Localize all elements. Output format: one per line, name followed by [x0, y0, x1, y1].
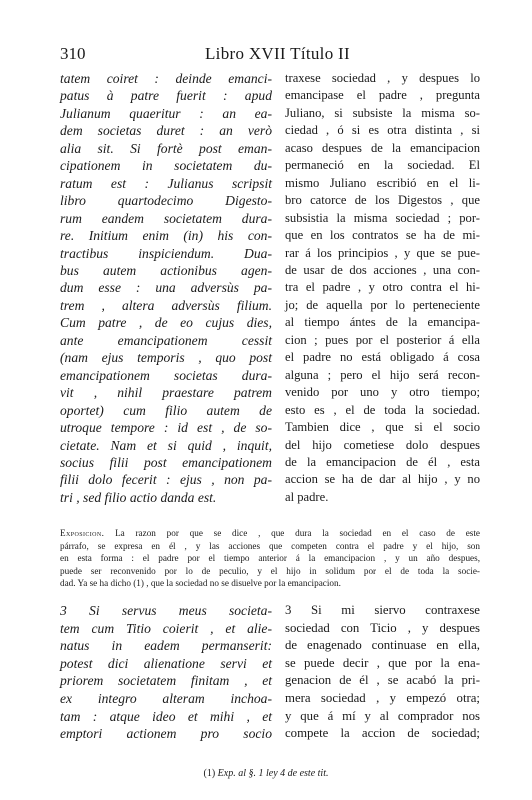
text-line: jo; de aquella por lo perteneciente [285, 297, 480, 312]
text-line: se puede decir , que por la ena- [285, 655, 480, 670]
text-line: emancipationem societas dura- [60, 367, 272, 383]
exposition-lead: Exposicion. [60, 528, 105, 538]
text-line: acaso despues de la emancipacion [285, 140, 480, 155]
text-line: ante emancipationem cessit [60, 332, 272, 348]
spanish-text-column-top [285, 70, 480, 506]
text-line: alia sit. Si fortè post eman- [60, 140, 272, 156]
text-line: alguna ; pero el hijo será recon- [285, 367, 480, 382]
text-line: cietate. Nam et si quid , inquit, [60, 437, 272, 453]
text-line: potest dici alienatione servi et [60, 655, 272, 671]
text-line: Julianum quaeritur : an ea- [60, 105, 272, 121]
footnote [0, 768, 532, 779]
text-line: re. Initium enim (in) his con- [60, 228, 272, 244]
exposition-line: dad. Ya se ha dicho (1) , que la sociedad no se disuelve por la emancipacion. [60, 578, 341, 589]
exposition-note [60, 527, 480, 590]
text-line: emptori actionem pro socio [60, 726, 272, 742]
text-line: libro quartodecimo Digesto- [60, 193, 272, 209]
text-line: sociedad con Ticio , y despues [285, 620, 480, 635]
text-line: dum esse : una adversùs pa- [60, 280, 272, 296]
text-line: 3 Si servus meus societa- [60, 603, 272, 618]
text-line: del hijo cometiese dolo despues [285, 437, 480, 452]
text-line: de la emancipacion de él , esta [285, 454, 480, 469]
text-line: rar á los principios , y que se pue- [285, 245, 480, 260]
text-line: al padre. [285, 489, 329, 504]
text-line: tra el padre , y otro contra el hi- [285, 280, 480, 295]
text-line: venido por uno y otro tiempo; [285, 385, 480, 400]
text-line: utroque tempore : id est , de so- [60, 420, 272, 436]
page-number: 310 [60, 44, 86, 63]
text-line: priorem societatem finitam , et [60, 673, 272, 689]
text-line: emancipase el padre , pregunta [285, 88, 480, 103]
text-line: natus in eadem permanserit: [60, 638, 272, 654]
latin-text-column-bottom [60, 602, 272, 743]
exposition-line [60, 527, 480, 540]
text-line: bro catorce de los Digestos , que [285, 193, 480, 208]
text-line: genacion de él , se acabó la pri- [285, 673, 480, 688]
exposition-line: en esta forma : el padre por el tiempo anterior á la emancipacion , y un año despues, [60, 553, 480, 564]
text-line: subsistia la misma sociedad ; por- [285, 210, 480, 225]
spanish-text-column-bottom [285, 602, 480, 743]
text-line: de enagenado continuase en ella, [285, 638, 480, 653]
text-line: permaneció en la sociedad. El [285, 158, 480, 173]
text-line: (nam ejus temporis , quo post [60, 350, 272, 366]
text-line: al tiempo ántes de la emancipa- [285, 315, 480, 330]
text-line: mera sociedad , y empezó otra; [285, 690, 480, 705]
text-line: cion ; pues por el posterior á ella [285, 332, 480, 347]
text-line: oportet) cum filio autem de [60, 402, 272, 418]
text-line: de usar de dos acciones , una con- [285, 262, 480, 277]
text-line: compete la accion de sociedad; [285, 726, 480, 741]
text-line: mismo Juliano escribió en el li- [285, 175, 480, 190]
text-line: socius filii post emancipationem [60, 454, 272, 470]
text-line: que en los contratos se ha de mi- [285, 228, 480, 243]
text-line: traxese sociedad , y despues lo [285, 71, 480, 85]
text-line: tam : atque ideo et mihi , et [60, 708, 272, 724]
footnote-marker: (1) [203, 768, 216, 779]
text-line: dem societas duret : an verò [60, 123, 272, 139]
text-line: tem cum Titio coierit , et alie- [60, 620, 272, 636]
text-line: ratum est : Julianus scripsit [60, 175, 272, 191]
text-line: patus à patre fuerit : apud [60, 88, 272, 104]
page-header [0, 44, 532, 66]
text-line: Tambien dice , que si el socio [285, 420, 480, 435]
running-head: Libro XVII Título II [205, 44, 350, 63]
exposition-text: La razon por que se dice , que dura la sociedad en el caso de este [104, 528, 480, 538]
exposition-line: párrafo, se expresa en él , y las acciones que competen contra el padre y el hijo, son [60, 540, 480, 551]
text-line: tatem coiret : deinde emanci- [60, 71, 272, 86]
text-line: el padre no está obligado á cosa [285, 350, 480, 365]
text-line: ex integro alteram inchoa- [60, 690, 272, 706]
text-line: esto es , el de toda la sociedad. [285, 402, 480, 417]
text-line: ciedad , ó si es otra distinta , si [285, 123, 480, 138]
text-line: cipationem in societatem du- [60, 158, 272, 174]
text-line: rum eandem societatem dura- [60, 210, 272, 226]
text-line: bus autem actionibus agen- [60, 262, 272, 278]
latin-text-column-top [60, 70, 272, 506]
exposition-line: puede ser reconvenido por lo de peculio, y el hijo in solidum por el de toda la socie- [60, 565, 480, 576]
text-line: 3 Si mi siervo contraxese [285, 603, 480, 617]
text-line: Cum patre , de eo cujus dies, [60, 315, 272, 331]
text-line: vit , nihil praestare patrem [60, 385, 272, 401]
text-line: trem , altera adversùs filium. [60, 297, 272, 313]
text-line: tractibus inspiciendum. Dua- [60, 245, 272, 261]
footnote-text: Exp. al §. 1 ley 4 de este tit. [215, 768, 329, 779]
text-line: filii dolo fecerit : ejus , non pa- [60, 472, 272, 488]
text-line: tri , sed filio actio danda est. [60, 489, 217, 505]
text-line: y que á mí y al comprador nos [285, 708, 480, 723]
text-line: accion se ha de dar al hijo , y no [285, 472, 480, 487]
text-line: Juliano, si subsiste la misma so- [285, 105, 480, 120]
